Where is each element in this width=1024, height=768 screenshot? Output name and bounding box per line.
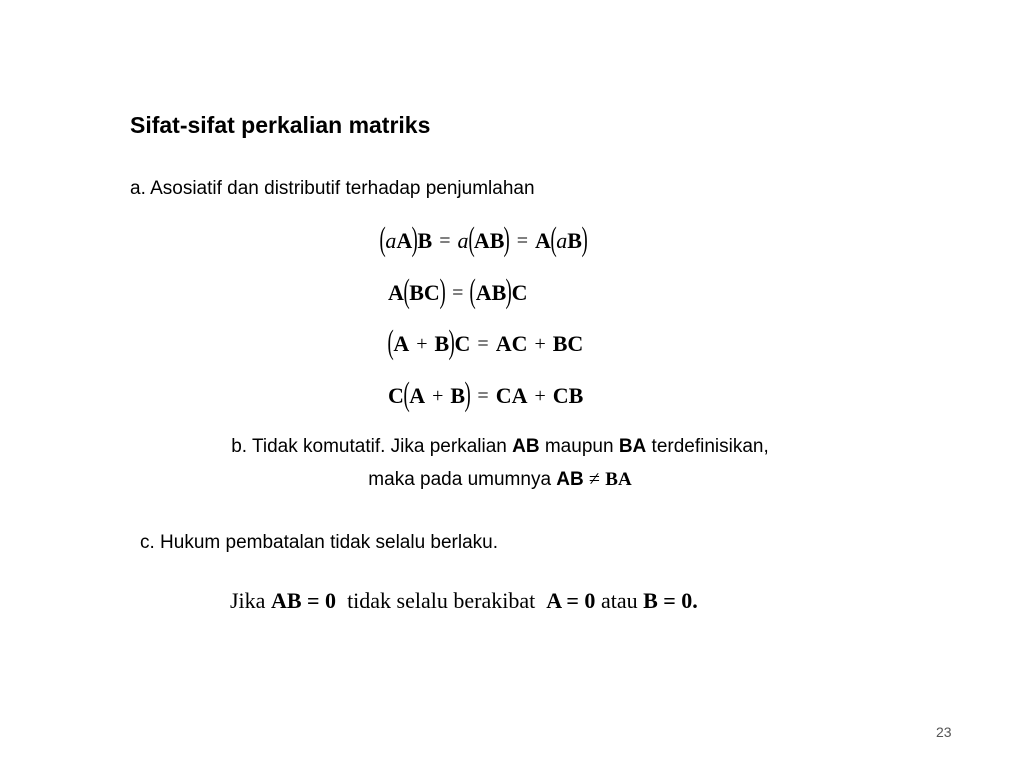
item-b-line2 — [0, 463, 1000, 496]
item-b-line1 — [0, 431, 1000, 463]
matrix-ca: CA — [495, 383, 528, 408]
plus-sign: + — [534, 332, 546, 355]
matrix-b: B — [450, 383, 466, 408]
paren-close: ) — [439, 273, 446, 310]
matrix-bc: BC — [409, 280, 440, 305]
equals-sign: = — [439, 229, 451, 252]
matrix-a: A — [535, 228, 551, 253]
plus-sign: + — [416, 332, 428, 355]
equation-distributive-left — [388, 376, 584, 413]
equation-associative-scalar — [379, 221, 588, 258]
item-b-bold-ba: BA — [618, 436, 647, 457]
item-b-text-post: terdefinisikan, — [646, 436, 769, 457]
paren-open: ( — [550, 221, 557, 258]
item-b-line2-ba: BA — [605, 469, 632, 490]
item-b-text — [0, 431, 1000, 496]
item-b-line2-pre: maka pada umumnya — [368, 469, 557, 490]
matrix-b: B — [434, 331, 450, 356]
plus-sign: + — [534, 384, 546, 407]
item-b-line2-ab: AB — [556, 469, 584, 490]
scalar-a: a — [385, 228, 397, 253]
paren-open: ( — [468, 221, 475, 258]
item-b-text-mid: maupun — [539, 436, 619, 457]
matrix-a: A — [409, 383, 426, 408]
matrix-ac: AC — [495, 331, 528, 356]
paren-open: ( — [387, 324, 394, 361]
paren-open: ( — [403, 376, 410, 413]
paren-open: ( — [403, 273, 410, 310]
paren-close: ) — [503, 221, 511, 258]
item-b-bold-ab: AB — [512, 436, 540, 457]
matrix-c: C — [388, 383, 404, 408]
equation-associative — [388, 273, 528, 310]
equals-sign: = — [477, 384, 489, 407]
matrix-a: A — [393, 331, 410, 356]
final-ab-zero: AB = 0 — [270, 588, 337, 613]
item-b-text-pre: b. Tidak komutatif. Jika perkalian — [231, 436, 513, 457]
page-number: 23 — [936, 724, 952, 740]
equation-distributive-right — [387, 324, 584, 361]
matrix-c: C — [454, 331, 471, 356]
item-c-text: c. Hukum pembatalan tidak selalu berlaku. — [140, 532, 499, 553]
equals-sign: = — [452, 281, 464, 304]
paren-close: ) — [505, 273, 513, 310]
final-a-zero: A = 0 — [546, 588, 596, 613]
matrix-ab: AB — [475, 280, 507, 305]
final-atau: atau — [600, 588, 638, 613]
scalar-a: a — [556, 228, 568, 253]
matrix-a: A — [396, 228, 413, 253]
paren-close: ) — [448, 324, 455, 361]
paren-close: ) — [411, 221, 418, 258]
matrix-ab: AB — [473, 228, 505, 253]
slide-title: Sifat-sifat perkalian matriks — [130, 112, 431, 138]
paren-open: ( — [379, 221, 386, 258]
equals-sign: = — [477, 332, 489, 355]
matrix-cb: CB — [552, 383, 584, 408]
paren-close: ) — [464, 376, 471, 413]
item-a-text: a. Asosiatif dan distributif terhadap penjumlahan — [130, 178, 535, 199]
paren-open: ( — [469, 273, 477, 310]
equals-sign: = — [516, 229, 529, 252]
matrix-b: B — [417, 228, 433, 253]
final-b-zero: B = 0. — [643, 588, 698, 613]
final-mid: tidak selalu berakibat — [347, 588, 536, 613]
cancellation-statement — [230, 588, 698, 614]
matrix-a: A — [388, 280, 404, 305]
not-equal-sign: ≠ — [589, 468, 601, 490]
plus-sign: + — [432, 384, 444, 407]
scalar-a: a — [457, 228, 469, 253]
matrix-bc: BC — [552, 331, 584, 356]
paren-close: ) — [581, 221, 588, 258]
matrix-c: C — [511, 280, 528, 305]
matrix-b: B — [567, 228, 582, 253]
final-jika: Jika — [230, 588, 266, 613]
